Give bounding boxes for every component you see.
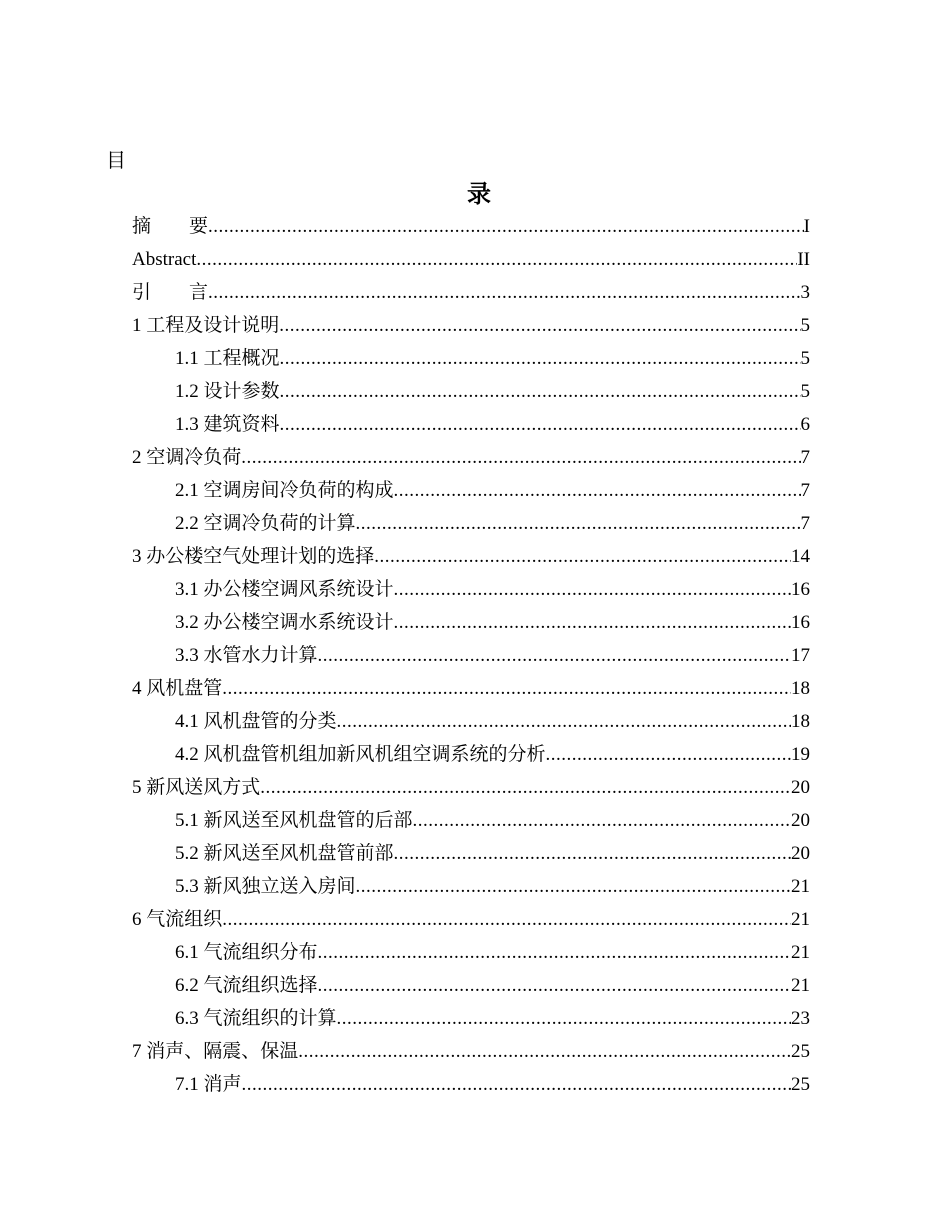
toc-entry-abstract-cn[interactable] <box>132 210 810 243</box>
toc-entry-label: 2.1 空调房间冷负荷的构成 <box>175 480 394 501</box>
toc-entry-section-6-2[interactable] <box>132 969 810 1002</box>
toc-entry-section-4-2[interactable] <box>132 738 810 771</box>
toc-entry-label: 5.3 新风独立送入房间 <box>175 876 356 897</box>
toc-entry-section-4-1[interactable] <box>132 705 810 738</box>
toc-leader-dots <box>394 837 791 870</box>
toc-leader-dots <box>222 672 791 705</box>
toc-leader-dots <box>280 408 801 441</box>
toc-leader-dots <box>318 936 791 969</box>
toc-entry-chapter-1[interactable] <box>132 309 810 342</box>
toc-leader-dots <box>413 804 791 837</box>
table-of-contents <box>132 210 810 1101</box>
toc-entry-label: 3 办公楼空气处理计划的选择 <box>132 546 375 567</box>
toc-entry-page: 18 <box>791 678 810 699</box>
toc-entry-page: 5 <box>800 315 810 336</box>
toc-entry-page: 6 <box>800 414 810 435</box>
toc-leader-dots <box>241 441 800 474</box>
toc-entry-page: 20 <box>791 843 810 864</box>
toc-entry-label: 5.2 新风送至风机盘管前部 <box>175 843 394 864</box>
toc-entry-introduction[interactable] <box>132 276 810 309</box>
toc-leader-dots <box>546 738 791 771</box>
toc-entry-label: 1.1 工程概况 <box>175 348 280 369</box>
toc-leader-dots <box>337 1002 791 1035</box>
toc-leader-dots <box>337 705 791 738</box>
toc-entry-page: 25 <box>791 1074 810 1095</box>
toc-entry-page: 20 <box>791 810 810 831</box>
toc-entry-label: 3.1 办公楼空调风系统设计 <box>175 579 394 600</box>
toc-leader-dots <box>280 342 801 375</box>
toc-entry-label: 2 空调冷负荷 <box>132 447 242 468</box>
toc-entry-label: 4.1 风机盘管的分类 <box>175 711 337 732</box>
toc-entry-section-2-2[interactable] <box>132 507 810 540</box>
toc-title-part-1: 目 <box>106 150 126 172</box>
toc-entry-chapter-4[interactable] <box>132 672 810 705</box>
toc-title-part-2: 录 <box>467 182 491 208</box>
toc-entry-label: 3.3 水管水力计算 <box>175 645 318 666</box>
toc-leader-dots <box>280 375 801 408</box>
toc-entry-section-1-3[interactable] <box>132 408 810 441</box>
toc-entry-chapter-7[interactable] <box>132 1035 810 1068</box>
toc-entry-chapter-3[interactable] <box>132 540 810 573</box>
toc-entry-label: 引 言 <box>132 282 209 303</box>
toc-entry-label: 4 风机盘管 <box>132 678 223 699</box>
toc-entry-label: 6.2 气流组织选择 <box>175 975 318 996</box>
toc-entry-page: 17 <box>791 645 810 666</box>
toc-entry-page: 7 <box>800 447 810 468</box>
toc-entry-page: 5 <box>800 348 810 369</box>
toc-entry-label: 6.1 气流组织分布 <box>175 942 318 963</box>
toc-entry-page: 3 <box>800 282 810 303</box>
toc-leader-dots <box>208 210 804 243</box>
toc-entry-abstract-en[interactable] <box>132 243 810 276</box>
toc-entry-section-3-3[interactable] <box>132 639 810 672</box>
toc-entry-page: 7 <box>800 480 810 501</box>
toc-entry-label: 1.3 建筑资料 <box>175 414 280 435</box>
toc-entry-page: 5 <box>800 381 810 402</box>
toc-entry-page: 21 <box>791 942 810 963</box>
toc-entry-page: 25 <box>791 1041 810 1062</box>
toc-entry-label: 7.1 消声 <box>175 1074 242 1095</box>
toc-leader-dots <box>222 903 791 936</box>
toc-entry-label: 5 新风送风方式 <box>132 777 261 798</box>
toc-entry-chapter-6[interactable] <box>132 903 810 936</box>
toc-leader-dots <box>356 507 801 540</box>
toc-entry-page: 16 <box>791 579 810 600</box>
toc-entry-page: II <box>797 249 810 270</box>
toc-leader-dots <box>394 606 791 639</box>
toc-leader-dots <box>394 573 791 606</box>
toc-entry-page: 14 <box>791 546 810 567</box>
toc-entry-label: 1 工程及设计说明 <box>132 315 280 336</box>
toc-entry-label: 6 气流组织 <box>132 909 223 930</box>
toc-entry-page: 19 <box>791 744 810 765</box>
toc-entry-label: 5.1 新风送至风机盘管的后部 <box>175 810 413 831</box>
toc-entry-section-3-2[interactable] <box>132 606 810 639</box>
toc-entry-label: 4.2 风机盘管机组加新风机组空调系统的分析 <box>175 744 546 765</box>
toc-entry-page: 21 <box>791 909 810 930</box>
toc-entry-page: 20 <box>791 777 810 798</box>
toc-entry-label: 6.3 气流组织的计算 <box>175 1008 337 1029</box>
toc-entry-page: 18 <box>791 711 810 732</box>
toc-leader-dots <box>374 540 791 573</box>
toc-entry-section-6-3[interactable] <box>132 1002 810 1035</box>
toc-entry-page: 21 <box>791 876 810 897</box>
toc-entry-section-5-1[interactable] <box>132 804 810 837</box>
toc-entry-section-1-1[interactable] <box>132 342 810 375</box>
toc-entry-page: 23 <box>791 1008 810 1029</box>
toc-entry-section-1-2[interactable] <box>132 375 810 408</box>
toc-leader-dots <box>208 276 800 309</box>
toc-entry-page: 7 <box>800 513 810 534</box>
toc-leader-dots <box>196 243 797 276</box>
toc-leader-dots <box>279 309 800 342</box>
toc-entry-section-7-1[interactable] <box>132 1068 810 1101</box>
toc-entry-label: 摘 要 <box>132 216 209 237</box>
toc-entry-section-3-1[interactable] <box>132 573 810 606</box>
toc-entry-label: 3.2 办公楼空调水系统设计 <box>175 612 394 633</box>
toc-leader-dots <box>318 639 791 672</box>
toc-leader-dots <box>260 771 791 804</box>
toc-entry-page: 21 <box>791 975 810 996</box>
toc-entry-page: 16 <box>791 612 810 633</box>
toc-leader-dots <box>298 1035 791 1068</box>
toc-entry-section-5-3[interactable] <box>132 870 810 903</box>
toc-entry-label: 1.2 设计参数 <box>175 381 280 402</box>
toc-entry-label: Abstract <box>132 249 197 270</box>
toc-leader-dots <box>242 1068 791 1101</box>
toc-entry-section-2-1[interactable] <box>132 474 810 507</box>
toc-entry-label: 7 消声、隔震、保温 <box>132 1041 299 1062</box>
toc-leader-dots <box>394 474 801 507</box>
toc-entry-chapter-5[interactable] <box>132 771 810 804</box>
toc-leader-dots <box>356 870 791 903</box>
toc-entry-chapter-2[interactable] <box>132 441 810 474</box>
toc-entry-section-6-1[interactable] <box>132 936 810 969</box>
toc-entry-page: I <box>803 216 810 237</box>
toc-entry-section-5-2[interactable] <box>132 837 810 870</box>
toc-entry-label: 2.2 空调冷负荷的计算 <box>175 513 356 534</box>
toc-leader-dots <box>318 969 791 1002</box>
